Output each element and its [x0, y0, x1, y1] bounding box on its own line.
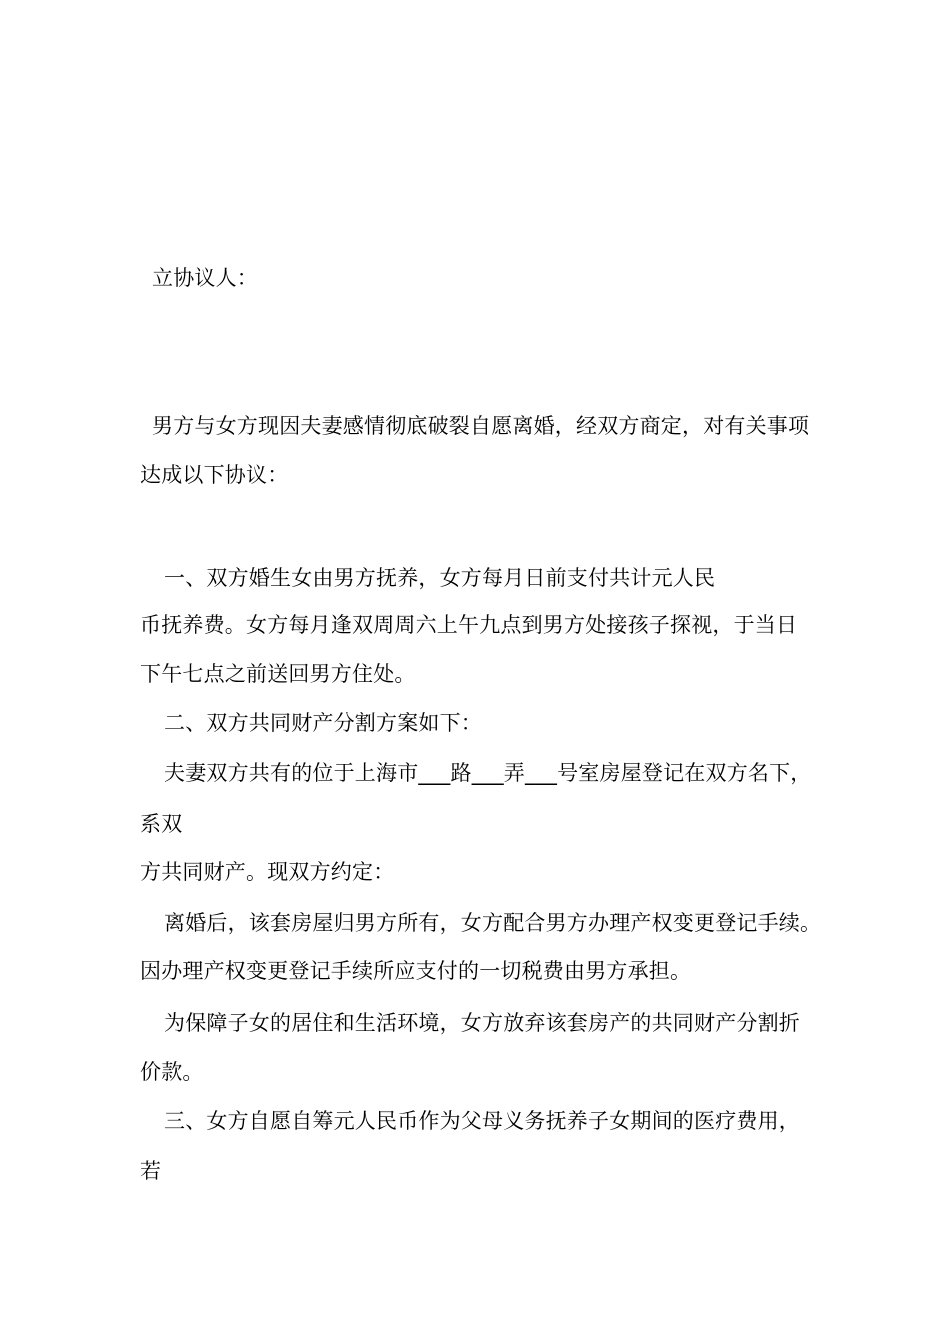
section1-line-2: 币抚养费。女方每月逢双周周六上午九点到男方处接孩子探视，于当日 — [140, 613, 798, 637]
section2-waiver-line-2: 价款。 — [140, 1060, 204, 1084]
section1-line-3: 下午七点之前送回男方住处。 — [140, 662, 416, 686]
section2-heading: 二、双方共同财产分割方案如下： — [164, 711, 482, 735]
section3-line-1: 三、女方自愿自筹元人民币作为父母义务抚养子女期间的医疗费用， — [164, 1109, 800, 1133]
section2-property-line-3: 方共同财产。现双方约定： — [140, 860, 395, 884]
section2-after-divorce-line-1: 离婚后，该套房屋归男方所有，女方配合男方办理产权变更登记手续。 — [164, 911, 822, 935]
section2-after-divorce-line-2: 因办理产权变更登记手续所应支付的一切税费由男方承担。 — [140, 959, 692, 983]
parties-label: 立协议人： — [152, 266, 258, 290]
section2-waiver-line-1: 为保障子女的居住和生活环境，女方放弃该套房产的共同财产分割折 — [164, 1011, 800, 1035]
intro-line-1: 男方与女方现因夫妻感情彻底破裂自愿离婚，经双方商定，对有关事项 — [152, 414, 810, 438]
section2-property-line-1: 夫妻双方共有的位于上海市___路___弄___号室房屋登记在双方名下， — [164, 761, 812, 785]
section3-line-2: 若 — [140, 1159, 162, 1183]
intro-line-2: 达成以下协议： — [140, 463, 289, 487]
section1-line-1: 一、双方婚生女由男方抚养，女方每月日前支付共计元人民 — [164, 566, 716, 590]
section2-property-line-2: 系双 — [140, 812, 183, 836]
